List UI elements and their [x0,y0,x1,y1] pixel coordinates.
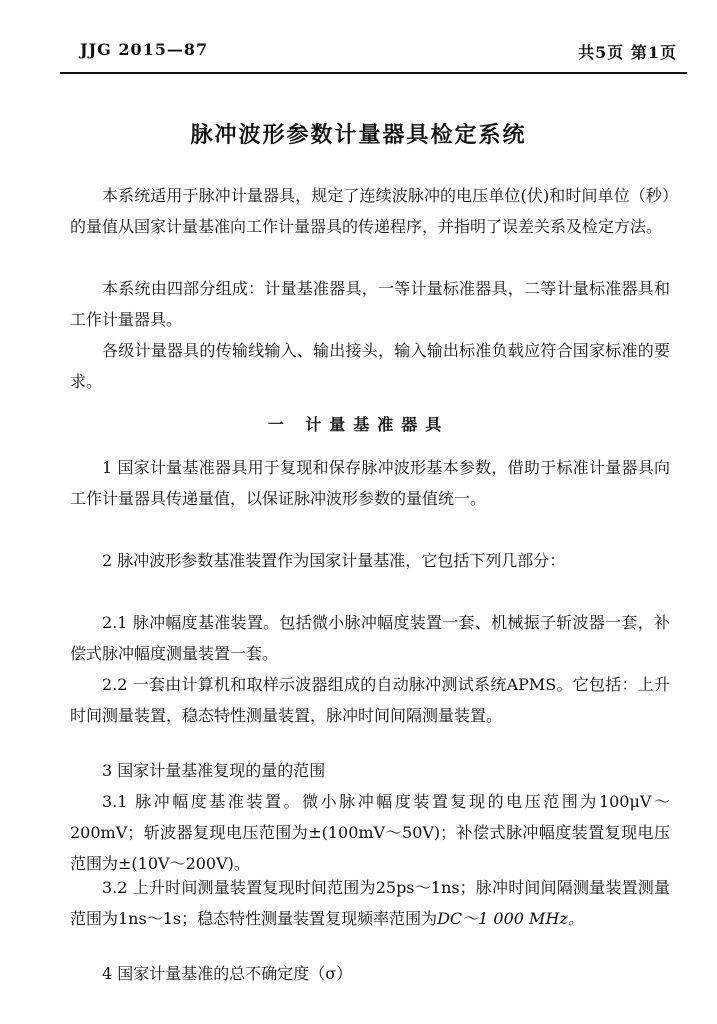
standard-code: JJG 2015—87 [80,40,209,59]
clause-2-1: 2.1 脉冲幅度基准装置。包括微小脉冲幅度装置一套、机械振子斩波器一套，补偿式脉冲幅度测量装置一套。 [70,613,670,663]
intro-paragraph-1: 本系统适用于脉冲计量器具，规定了连续波脉冲的电压单位(伏)和时间单位（秒）的量值从国家计量基准向工作计量器具的传递程序，并指明了误差关系及检定方法。 [70,186,670,236]
frequency-range: DC～1 000 MHz。 [437,909,584,928]
clause-1: 1 国家计量基准器具用于复现和保存脉冲波形基本参数，借助于标准计量器具向工作计量器具传递量值，以保证脉冲波形参数的量值统一。 [70,458,670,508]
clause-3-1: 3.1 脉冲幅度基准装置。微小脉冲幅度装置复现的电压范围为100μV～200mV；斩波器复现电压范围为±(100mV～50V)；补偿式脉冲幅度装置复现电压范围为±(10V～200V)。 [70,792,670,873]
page-count: 共5页 第1页 [578,43,677,62]
clause-2-2: 2.2 一套由计算机和取样示波器组成的自动脉冲测试系统APMS。它包括：上升时间测量装置，稳态特性测量装置，脉冲时间间隔测量装置。 [70,675,670,725]
intro-paragraph-2: 本系统由四部分组成：计量基准器具，一等计量标准器具，二等计量标准器具和工作计量器具。 [70,279,670,329]
header-rule [60,72,687,74]
clause-2: 2 脉冲波形参数基准装置作为国家计量基准，它包括下列几部分： [102,551,566,570]
section-heading-1: 一 计量基准器具 [267,415,450,434]
clause-3: 3 国家计量基准复现的量的范围 [102,761,326,780]
intro-paragraph-3: 各级计量器具的传输线输入、输出接头，输入输出标准负载应符合国家标准的要求。 [70,341,670,391]
clause-4: 4 国家计量基准的总不确定度（σ） [102,964,353,983]
clause-3-2 [70,872,670,934]
document-title: 脉冲波形参数计量器具检定系统 [190,122,527,148]
clause-3-2-text: 3.2 上升时间测量装置复现时间范围为25ps～1ns；脉冲时间间隔测量装置测量范围为1ns～1s；稳态特性测量装置复现频率范围为 [70,878,670,928]
